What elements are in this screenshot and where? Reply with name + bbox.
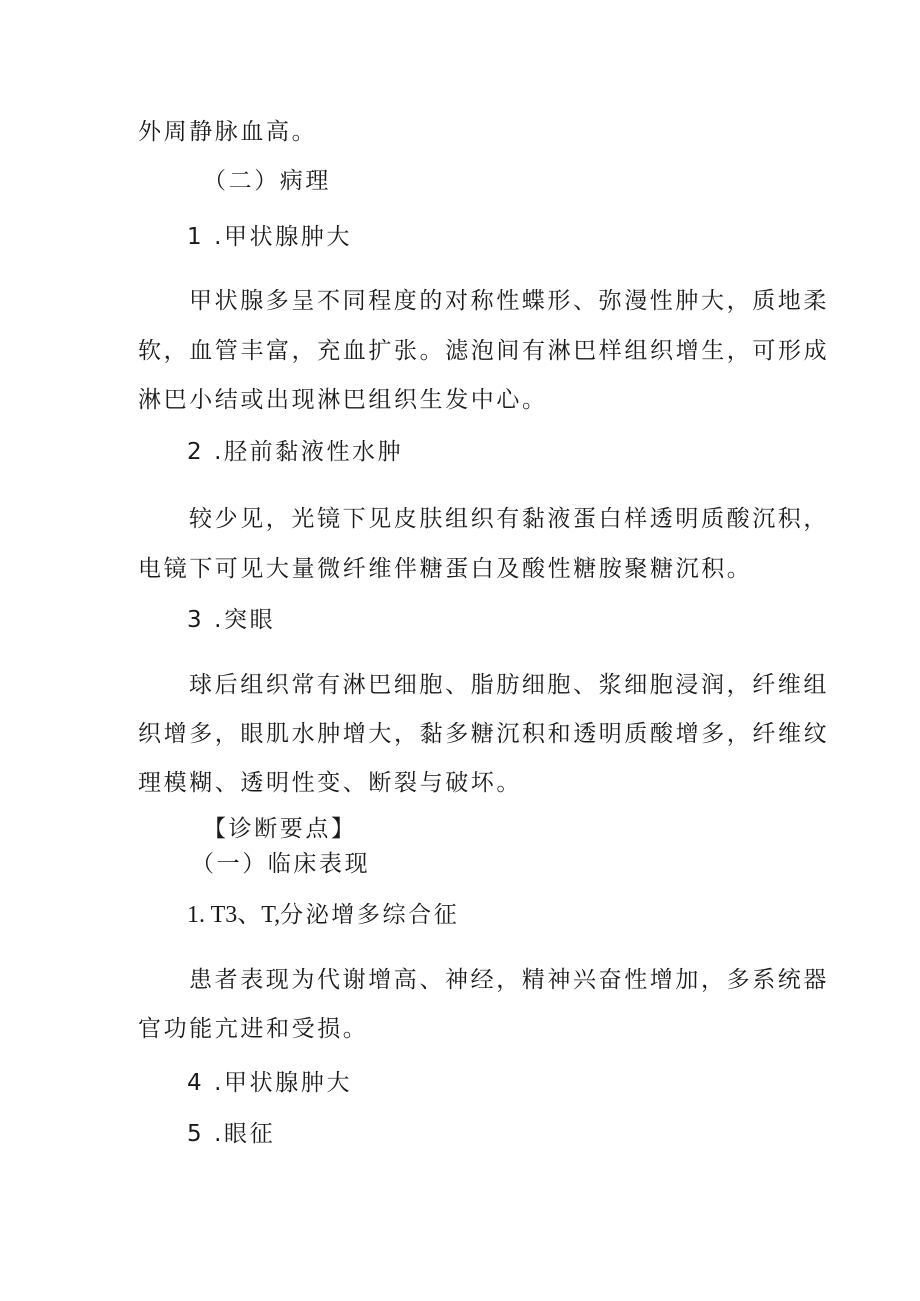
paragraph-line: 球后组织常有淋巴细胞、脂肪细胞、浆细胞浸润，纤维组 <box>189 672 829 698</box>
paragraph-line: 甲状腺多呈不同程度的对称性蝶形、弥漫性肿大，质地柔 <box>189 288 829 314</box>
subheading-thyroid-enlargement: 1 .甲状腺肿大 <box>187 224 353 250</box>
paragraph-line: 理模糊、透明性变、断裂与破坏。 <box>138 770 522 796</box>
subheading-t3-t4-text: 分泌增多综合征 <box>280 902 460 928</box>
text-line-continuation: 外周静脉血高。 <box>138 119 318 145</box>
subheading-exophthalmos: 3 .突眼 <box>187 607 276 633</box>
subheading-thyroid-enlargement-2: 4 .甲状腺肿大 <box>187 1070 353 1096</box>
subheading-t3-t4 <box>187 900 459 930</box>
paragraph-line: 软，血管丰富，充血扩张。滤泡间有淋巴样组织增生，可形成 <box>138 338 830 364</box>
paragraph-line: 淋巴小结或出现淋巴组织生发中心。 <box>138 387 548 413</box>
paragraph-line: 较少见，光镜下见皮肤组织有黏液蛋白样透明质酸沉积， <box>189 506 829 532</box>
section-heading-diagnosis: 【诊断要点】 <box>203 816 357 842</box>
subheading-pretibial-myxedema: 2 .胫前黏液性水肿 <box>187 439 404 465</box>
section-heading-pathology: （二）病理 <box>203 168 331 194</box>
subheading-eye-signs: 5 .眼征 <box>187 1121 276 1147</box>
paragraph-line: 官功能亢进和受损。 <box>138 1016 369 1042</box>
paragraph-line: 电镜下可见大量微纤维伴糖蛋白及酸性糖胺聚糖沉积。 <box>138 556 753 582</box>
subheading-t3-t4-prefix: 1. T3、T, <box>187 902 281 928</box>
section-heading-clinical: （一）临床表现 <box>191 851 371 877</box>
paragraph-line: 织增多，眼肌水肿增大，黏多糖沉积和透明质酸增多，纤维纹 <box>138 721 830 747</box>
paragraph-line: 患者表现为代谢增高、神经，精神兴奋性增加，多系统器 <box>189 967 829 993</box>
